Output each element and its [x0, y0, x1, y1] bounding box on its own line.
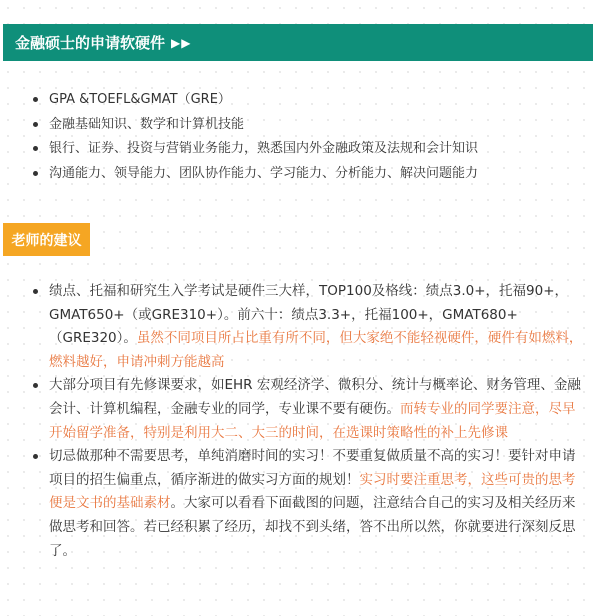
list-item: GPA &TOEFL&GMAT（GRE） — [49, 88, 579, 113]
requirements-list — [49, 88, 579, 186]
section-title: 金融硕士的申请软硬件 — [15, 34, 166, 52]
bullet-icon — [33, 146, 38, 151]
list-item: 沟通能力、领导能力、团队协作能力、学习能力、分析能力、解决问题能力 — [49, 162, 579, 187]
advice-title-banner — [3, 223, 90, 256]
list-item — [49, 374, 583, 445]
list-item — [49, 280, 583, 374]
bullet-icon — [33, 454, 38, 459]
advice-highlight: 虽然不同项目所占比重有所不同，但大家绝不能轻视硬件，硬件有如燃料，燃料越好，申请冲刺方能越高 — [49, 330, 583, 370]
bullet-icon — [33, 122, 38, 127]
double-arrow-icon: ▶▶ — [171, 35, 192, 50]
bullet-icon — [33, 171, 38, 176]
bullet-icon — [33, 383, 38, 388]
advice-list — [49, 280, 583, 563]
list-item: 金融基础知识、数学和计算机技能 — [49, 113, 579, 138]
list-item — [49, 445, 583, 563]
advice-tail: 。大家可以看看下面截图的问题，注意结合自己的实习及相关经历来做思考和回答。若已经积累了经历，却找不到头绪，答不出所以然，你就要进行深刻反思了。 — [49, 495, 576, 559]
advice-text: 大部分项目有先修课要求，如EHR 宏观经济学、微积分、统计与概率论、财务管理、金融会计、计算机编程，金融专业的同学，专业课不要有硬伤。 — [49, 377, 581, 417]
advice-text: 切忌做那种不需要思考，单纯消磨时间的实习！不要重复做质量不高的实习！要针对申请项目的招生偏重点，循序渐进的做实习方面的规划！ — [49, 448, 576, 488]
list-item: 银行、证券、投资与营销业务能力，熟悉国内外金融政策及法规和会计知识 — [49, 137, 579, 162]
advice-highlight: 而转专业的同学要注意，尽早开始留学准备，特别是利用大二、大三的时间，在选课时策略性的补上先修课 — [49, 400, 576, 441]
bullet-icon — [33, 97, 38, 102]
advice-title: 老师的建议 — [11, 232, 82, 249]
section-title-banner — [3, 24, 593, 61]
advice-text: 绩点、托福和研究生入学考试是硬件三大样，TOP100及格线：绩点3.0+，托福90+，GMAT650+（或GRE310+）。前六十：绩点3.3+，托福100+，GMAT680+（GRE320）。 — [49, 283, 569, 347]
bullet-icon — [33, 289, 38, 294]
advice-highlight: 实习时要注重思考，这些可贵的思考便是文书的基础素材 — [49, 471, 576, 512]
